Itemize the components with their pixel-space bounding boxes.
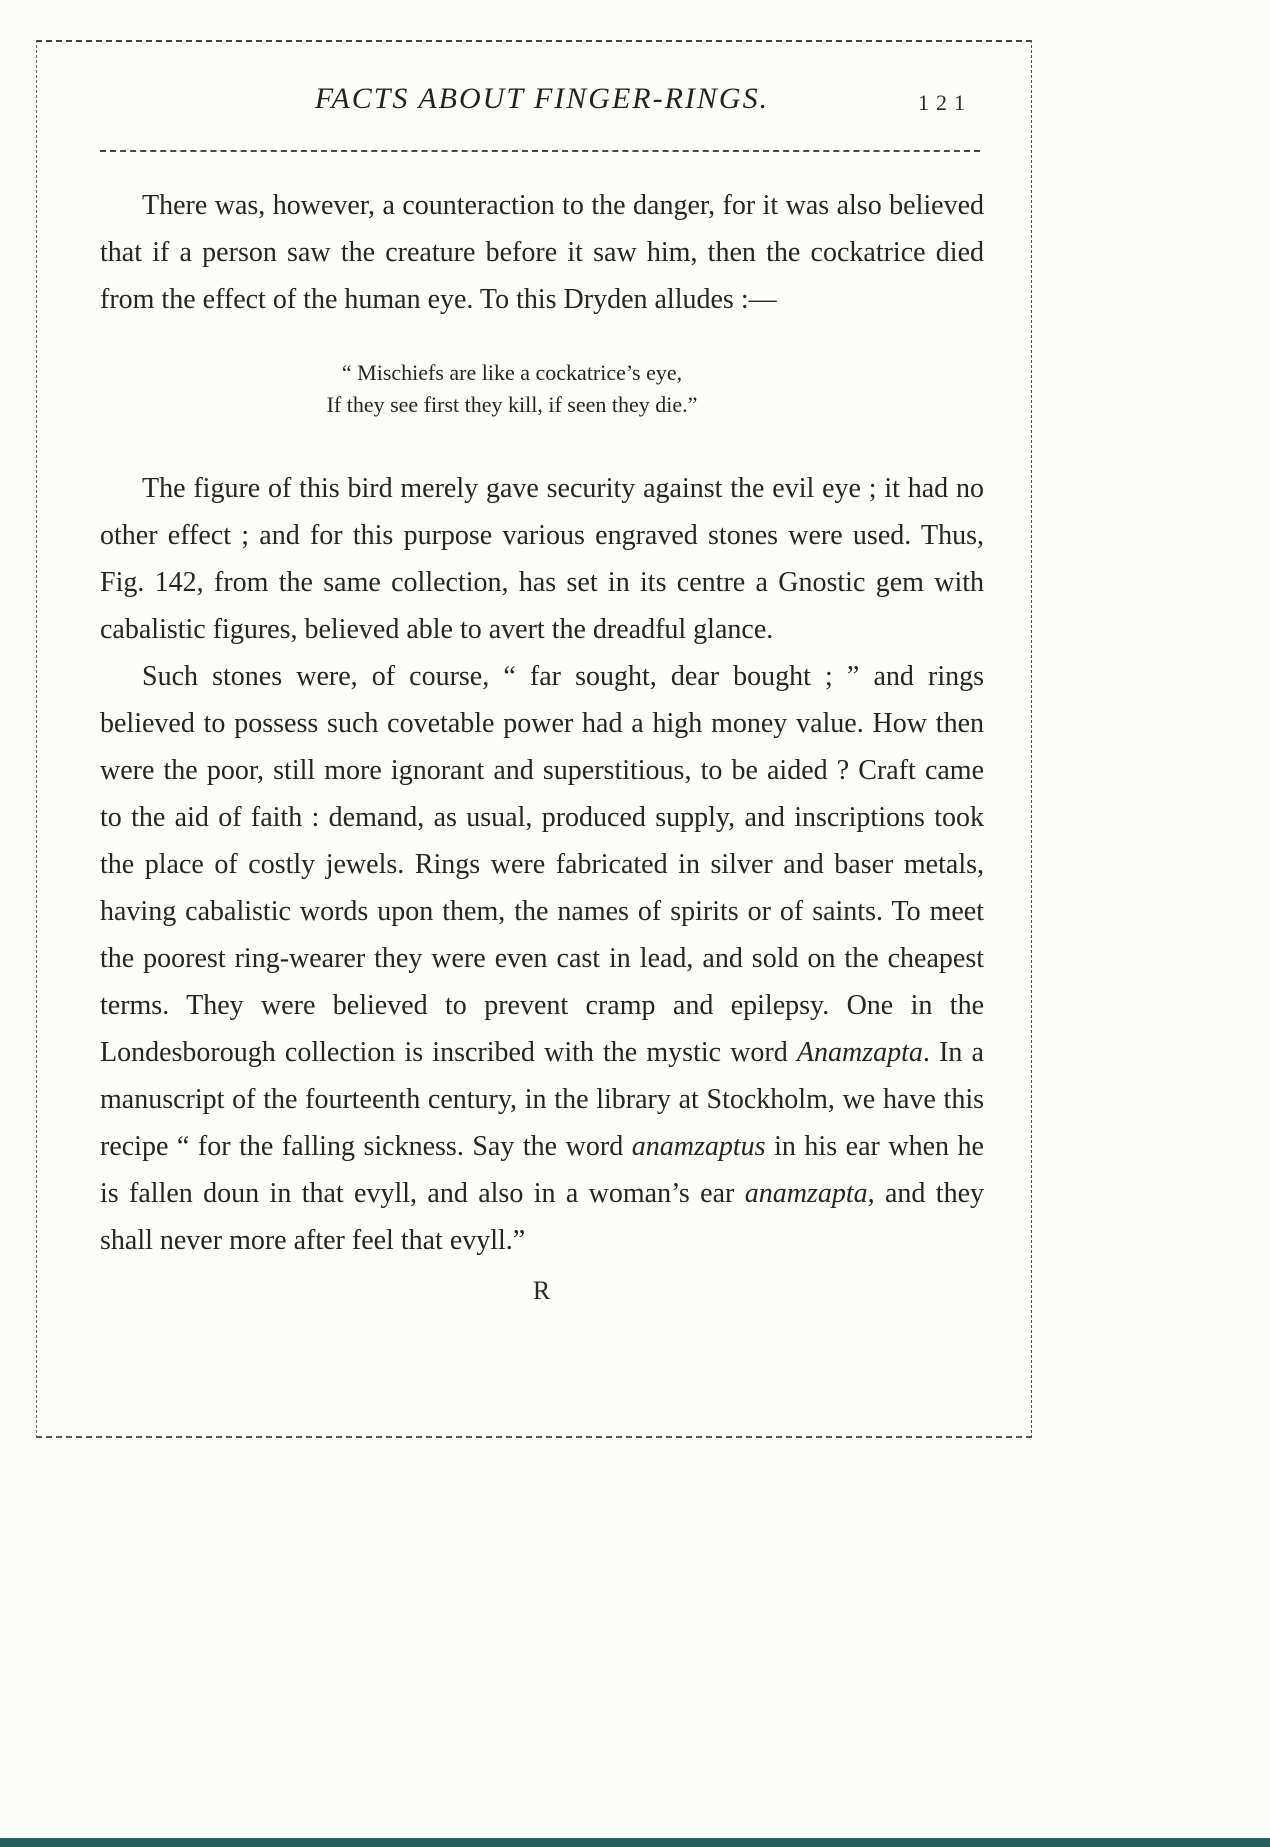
paragraph <box>100 182 984 323</box>
italic-term: anamzaptus <box>631 1131 766 1162</box>
signature-mark: R <box>532 1276 552 1305</box>
italic-term: anamzapta, <box>744 1178 875 1209</box>
verse-quote <box>100 357 924 421</box>
verse-line: If they see first they kill, if seen they die.” <box>326 392 698 417</box>
scan-edge-strip <box>0 1838 1270 1847</box>
page-content-area <box>36 40 1032 1438</box>
italic-term: Anamzapta <box>796 1037 923 1068</box>
text-run: Such stones were, of course, “ far sought, dear bought ; ” and rings believed to possess such covetable power had a high money value. How then were the poor, still more ignorant and superstitious, to be aided ? Craft came to the aid of faith : demand, as usual, produced supply, and inscriptions took the place of costly jewels. Rings were fabricated in silver and baser metals, having cabalistic words upon them, the names of spirits or of saints. To meet the poorest ring-wearer they were even cast in lead, and sold on the cheapest terms. They were believed to prevent cramp and epilepsy. One in the Londesborough collection is inscribed with the mystic word <box>100 661 984 1068</box>
text-run: The figure of this bird merely gave security against the evil eye ; it had no other effect ; and for this purpose various engraved stones were used. Thus, Fig. 142, from the same collection, has set in its centre a Gnostic gem with cabalistic figures, believed able to avert the dreadful glance. <box>100 473 984 645</box>
verse-line: “ Mischiefs are like a cockatrice’s eye, <box>341 360 683 385</box>
header-rule <box>100 150 980 152</box>
running-title: FACTS ABOUT FINGER-RINGS. <box>314 82 770 115</box>
paragraph <box>100 653 984 1264</box>
running-head <box>100 82 984 128</box>
text-run: in his ear when he is fallen doun in that evyll, and also in a woman’s ear <box>100 1131 984 1209</box>
text-run: There was, however, a counteraction to the danger, for it was also believed that if a person saw the creature before it saw him, then the cockatrice died from the effect of the human eye. To this Dryden alludes :— <box>100 190 984 315</box>
text-run: and they shall never more after feel that evyll.” <box>100 1178 984 1256</box>
paragraph <box>100 465 984 653</box>
page-number: 121 <box>918 90 972 115</box>
text-run: . In a manuscript of the fourteenth century, in the library at Stockholm, we have this recipe “ for the falling sickness. Say the word <box>100 1037 984 1162</box>
page-body <box>100 182 984 1264</box>
